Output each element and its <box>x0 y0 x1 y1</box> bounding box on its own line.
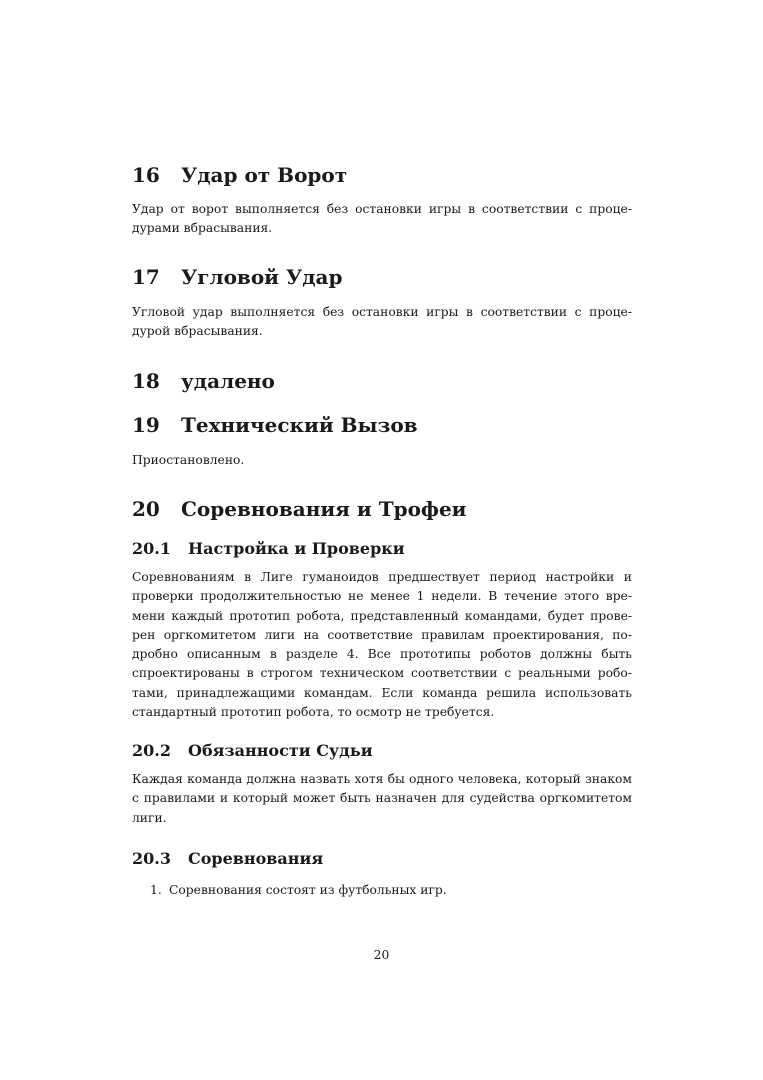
section-number: 17 <box>132 265 160 289</box>
section-number: 20 <box>132 497 160 521</box>
section-heading-20 <box>132 497 467 521</box>
page-number: 20 <box>373 948 390 962</box>
subsection-paragraph-20-2: Каждая команда должна назвать хотя бы одного человека, который знаком с правилами и который может быть назначен для судейства оргкомитетом лиги. <box>132 772 632 825</box>
list-item-text: Соревнования состоят из футбольных игр. <box>169 883 447 897</box>
section-heading-19 <box>132 413 418 437</box>
subsection-paragraph-20-1: Соревнованиям в Лиге гуманоидов предшествует период настройки и проверки продолжительностью не менее 1 недели. В течение этого времени каждый прототип робота, представленный командами, будет проверен оргкомитетом лиги на соответствие правилам проектирования, подробно описанным в разделе 4. Все прототипы роботов должны быть спроектированы в строгом техническом соответствии с реальными роботами, принадлежащими командам. Если команда решила использовать стандартный прототип робота, то осмотр не требуется. <box>132 570 632 720</box>
subsection-number: 20.1 <box>132 539 171 558</box>
subsection-heading-20-1 <box>132 539 405 559</box>
subsection-title: Обязанности Судьи <box>188 741 373 760</box>
section-title: Соревнования и Трофеи <box>181 497 467 521</box>
section-heading-16 <box>132 163 347 187</box>
section-paragraph-16: Удар от ворот выполняется без остановки игры в соответствии с процедурами вбрасывания. <box>132 202 632 236</box>
subsection-heading-20-2 <box>132 741 373 761</box>
subsection-title: Соревнования <box>188 849 324 868</box>
section-title: Угловой Удар <box>181 265 343 289</box>
section-title: Технический Вызов <box>181 413 418 437</box>
subsection-number: 20.2 <box>132 741 171 760</box>
section-number: 16 <box>132 163 160 187</box>
section-heading-18 <box>132 369 275 393</box>
subsection-title: Настройка и Проверки <box>188 539 405 558</box>
section-title: удалено <box>181 369 275 393</box>
subsection-number: 20.3 <box>132 849 171 868</box>
competition-list <box>150 881 447 900</box>
list-item <box>150 881 447 900</box>
section-title: Удар от Ворот <box>181 163 348 187</box>
section-paragraph-19: Приостановлено. <box>132 453 245 467</box>
section-number: 19 <box>132 413 160 437</box>
list-marker: 1. <box>150 883 162 897</box>
section-number: 18 <box>132 369 160 393</box>
subsection-heading-20-3 <box>132 849 323 869</box>
section-paragraph-17: Угловой удар выполняется без остановки игры в соответствии с процедурой вбрасывания. <box>132 305 632 339</box>
section-heading-17 <box>132 265 342 289</box>
